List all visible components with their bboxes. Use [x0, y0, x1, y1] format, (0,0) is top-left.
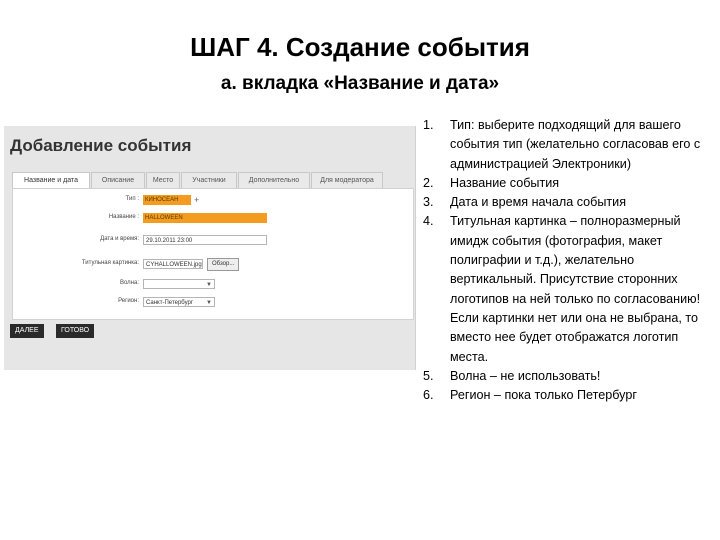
region-value: Санкт-Петербург: [146, 300, 194, 306]
list-item: 4. Титульная картинка – полноразмерный имидж события (фотография, макет полиграфии и т.д.), желательно вертикальный. Присутствие сторонних логотипов на ней только по согласованию! Если картинки нет или она не выбрана, то вместо нее будет отображатся логотип места.: [423, 214, 701, 364]
type-label: Тип :: [125, 196, 139, 202]
chevron-down-icon: ▼: [206, 282, 212, 288]
image-file-input[interactable]: CYHALLOWEEN.jpg: [143, 259, 203, 269]
list-item: 5. Волна – не использовать!: [423, 368, 601, 383]
list-item: 1. Тип: выберите подходящий для вашего события тип (желательно согласовав его с администрацией Электроники): [423, 118, 701, 171]
browse-button[interactable]: Обзор...: [207, 258, 239, 271]
slide-title: ШАГ 4. Создание события: [190, 32, 530, 62]
region-label: Регион:: [118, 298, 139, 304]
tab-bar: [12, 172, 412, 189]
tab-name-and-date[interactable]: Название и дата: [12, 172, 90, 190]
name-input[interactable]: HALLOWEEN: [143, 213, 267, 223]
type-select[interactable]: КИНОСЕАН: [143, 195, 191, 205]
tab-description[interactable]: Описание: [91, 172, 145, 188]
wave-select[interactable]: [143, 279, 215, 289]
region-select[interactable]: [143, 297, 215, 307]
slide-subtitle: а. вкладка «Название и дата»: [220, 73, 500, 94]
tab-additional[interactable]: Дополнительно: [238, 172, 310, 188]
form-heading: Добавление события: [10, 136, 192, 155]
done-button[interactable]: ГОТОВО: [56, 324, 94, 338]
datetime-input[interactable]: 29.10.2011 23:00: [143, 235, 267, 245]
instruction-list: [418, 116, 714, 405]
add-type-icon[interactable]: +: [194, 195, 200, 205]
name-label: Название :: [108, 214, 139, 220]
datetime-label: Дата и время:: [100, 236, 139, 242]
chevron-down-icon: ▼: [206, 300, 212, 306]
tab-participants[interactable]: Участники: [181, 172, 237, 188]
wave-label: Волна:: [119, 280, 139, 286]
form-pane: [12, 188, 414, 320]
list-item: 2. Название события: [423, 175, 560, 190]
list-item: 3. Дата и время начала события: [423, 195, 627, 210]
next-button[interactable]: ДАЛЕЕ: [10, 324, 44, 338]
tab-moderator[interactable]: Для модератора: [311, 172, 383, 188]
image-label: Титульная картинка:: [81, 260, 139, 266]
list-item: 6. Регион – пока только Петербург: [423, 388, 637, 403]
event-form-screenshot: [4, 126, 416, 370]
tab-place[interactable]: Место: [146, 172, 180, 188]
